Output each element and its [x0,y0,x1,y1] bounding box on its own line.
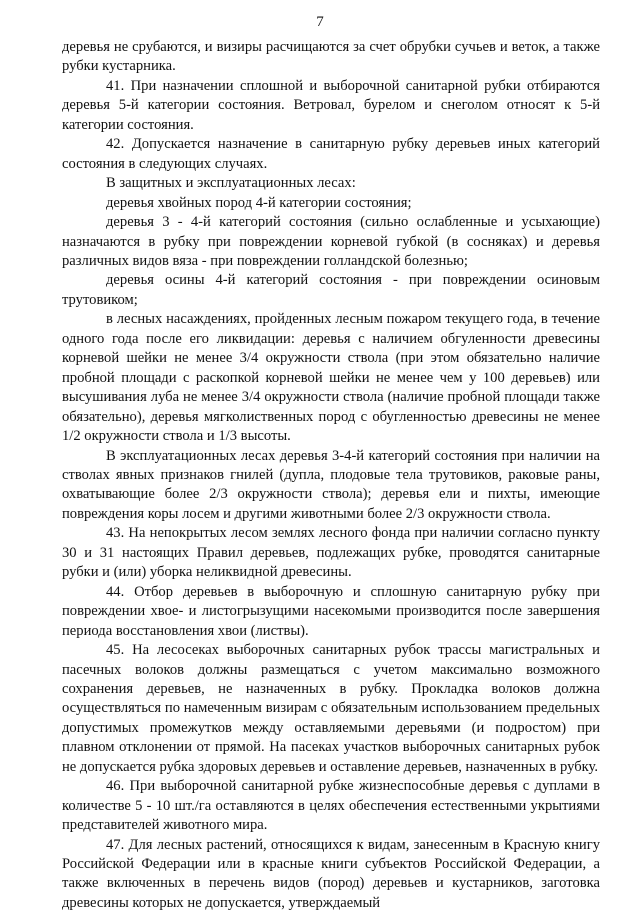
paragraph-47: 47. Для лесных растений, относящихся к видам, занесенным в Красную книгу Российской Федерации или в красные книги субъектов Российской Федерации, а также включенных в перечень видов (пород) деревьев и кустарников, заготовка древесины которых не допускается, утверждаемый [62,836,600,911]
paragraph-43: 43. На непокрытых лесом землях лесного фонда при наличии согласно пункту 30 и 31 настоящих Правил деревьев, подлежащих рубке, проводятся санитарные рубки и (или) уборка неликвидной древесины. [62,525,600,581]
paragraph-46: 46. При выборочной санитарной рубке жизнеспособные деревья с дуплами в количестве 5 - 10 шт./га оставляются в целях обеспечения естественными укрытиями представителей животного мира. [62,778,600,834]
paragraph-aspen: деревья осины 4-й категорий состояния - при повреждении осиновым трутовиком; [62,272,600,308]
paragraph-42: 42. Допускается назначение в санитарную рубку деревьев иных категорий состояния в следующих случаях. [62,136,600,172]
paragraph-45: 45. На лесосеках выборочных санитарных рубок трассы магистральных и пасечных волоков должны размещаться с учетом максимально возможного сохранения деревьев, не назначенных в рубку. Прокладка волоков должна осуществляться по намеченным визирам с обязательным использованием предельных допустимых промежутков между оставляемыми деревьями (и подростом) при плавном отклонении от прямой. На пасеках участков выборочных санитарных рубок не допускается рубка здоровых деревьев и оставление деревьев, назначенных в рубку. [62,642,600,775]
paragraph-41: 41. При назначении сплошной и выборочной санитарной рубки отбираются деревья 5-й категории состояния. Ветровал, бурелом и снеголом относят к 5-й категории состояния. [62,77,600,133]
page-number: 7 [316,14,324,30]
paragraph-conifers: деревья хвойных пород 4-й категории состояния; [106,194,412,211]
paragraph-44: 44. Отбор деревьев в выборочную и сплошную санитарную рубку при повреждении хвое- и листогрызущими насекомыми производится после завершения периода восстановления хвои (листвы). [62,583,600,639]
paragraph-continuation: деревья не срубаются, и визиры расчищаются за счет обрубки сучьев и веток, а также рубки кустарника. [62,39,600,75]
paragraph-exploitation-forests: В эксплуатационных лесах деревья 3-4-й категорий состояния при наличии на стволах явных признаков гнилей (дупла, плодовые тела трутовиков, раковые раны, охватывающие более 2/3 окружности ствола); деревья ели и пихты, имеющие повреждения коры лосем и другими животными более 2/3 окружности ствола. [62,447,600,522]
document-body [62,38,600,913]
paragraph-protective-forests: В защитных и эксплуатационных лесах: [106,175,356,192]
paragraph-fire: в лесных насаждениях, пройденных лесным пожаром текущего года, в течение одного года после его ликвидации: деревья с наличием обгуленности древесины корневой шейки не менее 3/4 окружности ствола (при этом обязательно наличие пробной площади с раскопкой корневой шейки не менее чем у 100 деревьев) или высушивания луба не менее 3/4 окружности ствола (наличие пробной площади также обязательно), деревья мягколиственных пород с обугленностью древесины не менее 1/2 окружности ствола и 1/3 высоты. [62,311,600,445]
paragraph-root-fungus: деревья 3 - 4-й категорий состояния (сильно ослабленные и усыхающие) назначаются в рубку при повреждении корневой губкой (в сосняках) и деревья различных видов вяза - при повреждении голландской болезнью; [62,214,600,269]
